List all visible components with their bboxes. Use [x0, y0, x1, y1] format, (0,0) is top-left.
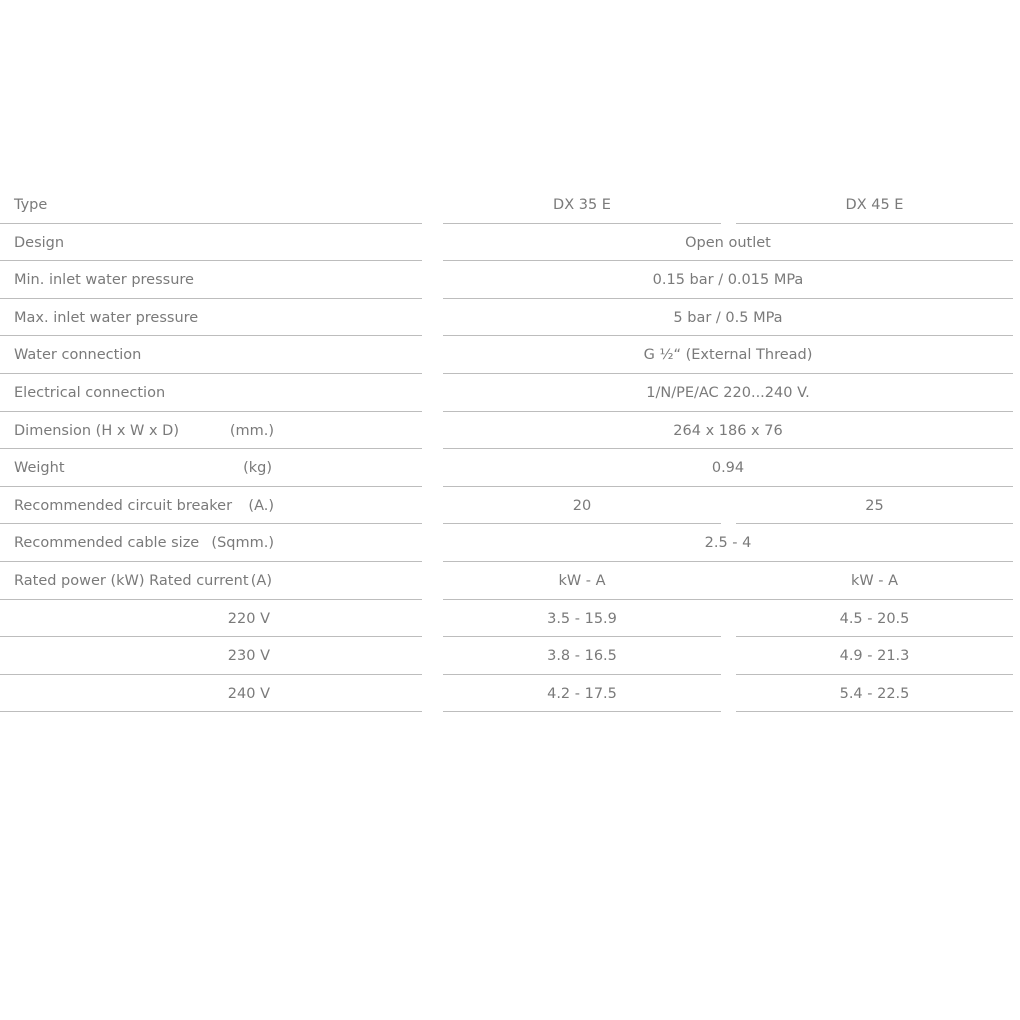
divider	[443, 711, 721, 712]
water-connection-label: Water connection	[14, 347, 142, 364]
row-min-pressure	[0, 261, 1020, 299]
voltage-label: 220 V	[227, 610, 270, 627]
breaker-value-1: 20	[572, 497, 592, 514]
voltage-value-2: 4.5 - 20.5	[839, 610, 910, 627]
min-pressure-label: Min. inlet water pressure	[14, 272, 194, 289]
row-max-pressure	[0, 299, 1020, 337]
dimension-label: Dimension (H x W x D)	[14, 422, 180, 439]
voltage-value-1: 3.8 - 16.5	[547, 648, 617, 665]
voltage-value-1: 4.2 - 17.5	[547, 685, 617, 702]
row-breaker	[0, 487, 1020, 525]
dimension-unit: (mm.)	[229, 422, 274, 439]
electrical-label: Electrical connection	[14, 384, 166, 401]
breaker-label: Recommended circuit breaker	[14, 497, 233, 514]
row-type	[0, 186, 1020, 224]
voltage-value-1: 3.5 - 15.9	[547, 610, 617, 627]
row-cable	[0, 524, 1020, 562]
row-water-connection	[0, 336, 1020, 374]
row-220v	[0, 600, 1020, 638]
cable-value: 2.5 - 4	[704, 535, 752, 552]
divider	[736, 711, 1013, 712]
min-pressure-value: 0.15 bar / 0.015 MPa	[652, 272, 804, 289]
design-label: Design	[14, 234, 65, 251]
row-electrical	[0, 374, 1020, 412]
rated-label: Rated power (kW) Rated current	[14, 572, 249, 589]
voltage-label: 230 V	[227, 648, 270, 665]
design-value: Open outlet	[685, 234, 771, 251]
row-design	[0, 224, 1020, 262]
row-weight	[0, 449, 1020, 487]
row-rated	[0, 562, 1020, 600]
voltage-value-2: 5.4 - 22.5	[839, 685, 910, 702]
weight-unit: (kg)	[243, 460, 272, 477]
voltage-label: 240 V	[227, 685, 270, 702]
row-240v	[0, 675, 1020, 713]
voltage-value-2: 4.9 - 21.3	[839, 648, 910, 665]
electrical-value: 1/N/PE/AC 220...240 V.	[646, 384, 810, 401]
breaker-value-2: 25	[865, 497, 884, 514]
row-dimension	[0, 412, 1020, 450]
water-connection-value: G ½“ (External Thread)	[643, 347, 813, 364]
rated-value-1: kW - A	[558, 572, 606, 589]
cable-label: Recommended cable size	[14, 535, 200, 552]
rated-unit: (A)	[250, 572, 272, 589]
weight-label: Weight	[14, 460, 65, 477]
type-label: Type	[14, 197, 48, 213]
rated-value-2: kW - A	[850, 572, 899, 589]
spec-table	[0, 186, 1020, 712]
divider	[0, 711, 422, 712]
row-230v	[0, 637, 1020, 675]
cable-unit: (Sqmm.)	[211, 535, 274, 552]
max-pressure-value: 5 bar / 0.5 MPa	[673, 309, 783, 326]
max-pressure-label: Max. inlet water pressure	[14, 309, 199, 326]
weight-value: 0.94	[711, 460, 745, 477]
model-2-header: DX 45 E	[845, 197, 904, 213]
dimension-value: 264 x 186 x 76	[673, 422, 783, 439]
model-1-header: DX 35 E	[553, 197, 611, 213]
breaker-unit: (A.)	[248, 497, 274, 514]
